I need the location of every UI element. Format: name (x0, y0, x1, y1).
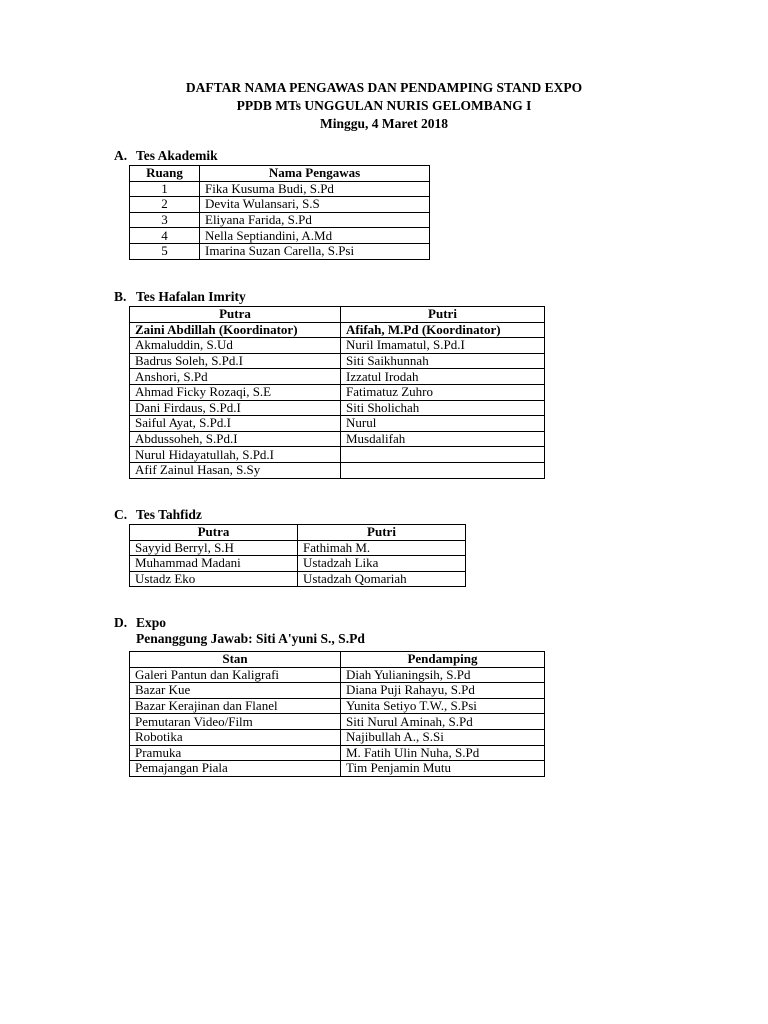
table-row (130, 431, 545, 447)
table-row (130, 714, 545, 730)
stan-cell: Bazar Kue (130, 683, 341, 699)
pengawas-cell: Devita Wulansari, S.S (200, 197, 430, 213)
column-header-putri: Putri (298, 525, 466, 541)
pendamping-cell: Diana Puji Rahayu, S.Pd (341, 683, 545, 699)
table-row (130, 369, 545, 385)
putra-cell: Nurul Hidayatullah, S.Pd.I (130, 447, 341, 463)
table-row (130, 384, 545, 400)
table-row (130, 447, 545, 463)
ruang-cell: 4 (130, 228, 200, 244)
section-c-title: Tes Tahfidz (136, 507, 202, 522)
putri-cell (341, 462, 545, 478)
expo-table (129, 651, 545, 777)
tes-akademik-table (129, 165, 430, 260)
stan-cell: Pemajangan Piala (130, 761, 341, 777)
putri-cell: Ustadzah Qomariah (298, 571, 466, 587)
table-row (130, 540, 466, 556)
section-c-heading (114, 507, 202, 523)
table-row (130, 197, 430, 213)
pendamping-cell: Tim Penjamin Mutu (341, 761, 545, 777)
putra-cell: Badrus Soleh, S.Pd.I (130, 353, 341, 369)
ruang-cell: 5 (130, 243, 200, 259)
putri-cell: Izzatul Irodah (341, 369, 545, 385)
table-header-row (130, 307, 545, 323)
putri-cell: Nurul (341, 416, 545, 432)
section-b-letter: B. (114, 289, 127, 304)
table-row (130, 745, 545, 761)
table-row (130, 322, 545, 338)
ruang-cell: 3 (130, 212, 200, 228)
section-d-heading (114, 615, 166, 631)
section-a-heading (114, 148, 218, 164)
putri-cell: Siti Saikhunnah (341, 353, 545, 369)
putri-coordinator-cell: Afifah, M.Pd (Koordinator) (341, 322, 545, 338)
table-header-row (130, 166, 430, 182)
section-c-letter: C. (114, 507, 128, 522)
table-row (130, 571, 466, 587)
table-row (130, 228, 430, 244)
document-date: Minggu, 4 Maret 2018 (320, 116, 448, 131)
section-d-title: Expo (136, 615, 167, 630)
table-row (130, 400, 545, 416)
document-title: DAFTAR NAMA PENGAWAS DAN PENDAMPING STAND EXPO (185, 80, 583, 95)
section-b-heading (114, 289, 246, 305)
table-row (130, 683, 545, 699)
table-row (130, 556, 466, 572)
table-row (130, 462, 545, 478)
table-row (130, 181, 430, 197)
stan-cell: Galeri Pantun dan Kaligrafi (130, 667, 341, 683)
pengawas-cell: Eliyana Farida, S.Pd (200, 212, 430, 228)
putri-cell: Siti Sholichah (341, 400, 545, 416)
penanggung-jawab-label: Penanggung Jawab: Siti A'yuni S., S.Pd (136, 631, 365, 646)
tes-hafalan-imrity-table (129, 306, 545, 479)
putri-cell: Musdalifah (341, 431, 545, 447)
putra-cell: Afif Zainul Hasan, S.Sy (130, 462, 341, 478)
table-header-row (130, 652, 545, 668)
table-row (130, 667, 545, 683)
table-row (130, 416, 545, 432)
tes-tahfidz-table (129, 524, 466, 587)
pendamping-cell: Najibullah A., S.Si (341, 729, 545, 745)
table-row (130, 729, 545, 745)
document-subtitle: PPDB MTs UNGGULAN NURIS GELOMBANG I (236, 98, 532, 113)
column-header-putri: Putri (341, 307, 545, 323)
putra-cell: Ahmad Ficky Rozaqi, S.E (130, 384, 341, 400)
column-header-putra: Putra (130, 307, 341, 323)
document-header (0, 79, 768, 133)
table-header-row (130, 525, 466, 541)
stan-cell: Bazar Kerajinan dan Flanel (130, 698, 341, 714)
putri-cell: Nuril Imamatul, S.Pd.I (341, 338, 545, 354)
column-header-stan: Stan (130, 652, 341, 668)
putra-cell: Akmaluddin, S.Ud (130, 338, 341, 354)
column-header-pendamping: Pendamping (341, 652, 545, 668)
table-row (130, 353, 545, 369)
putra-cell: Muhammad Madani (130, 556, 298, 572)
stan-cell: Pramuka (130, 745, 341, 761)
putra-cell: Sayyid Berryl, S.H (130, 540, 298, 556)
putra-cell: Anshori, S.Pd (130, 369, 341, 385)
putra-coordinator-cell: Zaini Abdillah (Koordinator) (130, 322, 341, 338)
pengawas-cell: Nella Septiandini, A.Md (200, 228, 430, 244)
table-row (130, 243, 430, 259)
ruang-cell: 2 (130, 197, 200, 213)
table-row (130, 212, 430, 228)
pendamping-cell: Siti Nurul Aminah, S.Pd (341, 714, 545, 730)
column-header-ruang: Ruang (130, 166, 200, 182)
putri-cell (341, 447, 545, 463)
pendamping-cell: Yunita Setiyo T.W., S.Psi (341, 698, 545, 714)
pengawas-cell: Imarina Suzan Carella, S.Psi (200, 243, 430, 259)
table-row (130, 761, 545, 777)
putri-cell: Fathimah M. (298, 540, 466, 556)
section-d-letter: D. (114, 615, 128, 630)
stan-cell: Robotika (130, 729, 341, 745)
section-a-title: Tes Akademik (136, 148, 218, 163)
putri-cell: Fatimatuz Zuhro (341, 384, 545, 400)
column-header-nama-pengawas: Nama Pengawas (200, 166, 430, 182)
pengawas-cell: Fika Kusuma Budi, S.Pd (200, 181, 430, 197)
stan-cell: Pemutaran Video/Film (130, 714, 341, 730)
section-a-letter: A. (114, 148, 128, 163)
putra-cell: Ustadz Eko (130, 571, 298, 587)
putri-cell: Ustadzah Lika (298, 556, 466, 572)
ruang-cell: 1 (130, 181, 200, 197)
table-row (130, 698, 545, 714)
putra-cell: Saiful Ayat, S.Pd.I (130, 416, 341, 432)
pendamping-cell: Diah Yulianingsih, S.Pd (341, 667, 545, 683)
section-b-title: Tes Hafalan Imrity (136, 289, 246, 304)
putra-cell: Abdussoheh, S.Pd.I (130, 431, 341, 447)
column-header-putra: Putra (130, 525, 298, 541)
putra-cell: Dani Firdaus, S.Pd.I (130, 400, 341, 416)
pendamping-cell: M. Fatih Ulin Nuha, S.Pd (341, 745, 545, 761)
table-row (130, 338, 545, 354)
